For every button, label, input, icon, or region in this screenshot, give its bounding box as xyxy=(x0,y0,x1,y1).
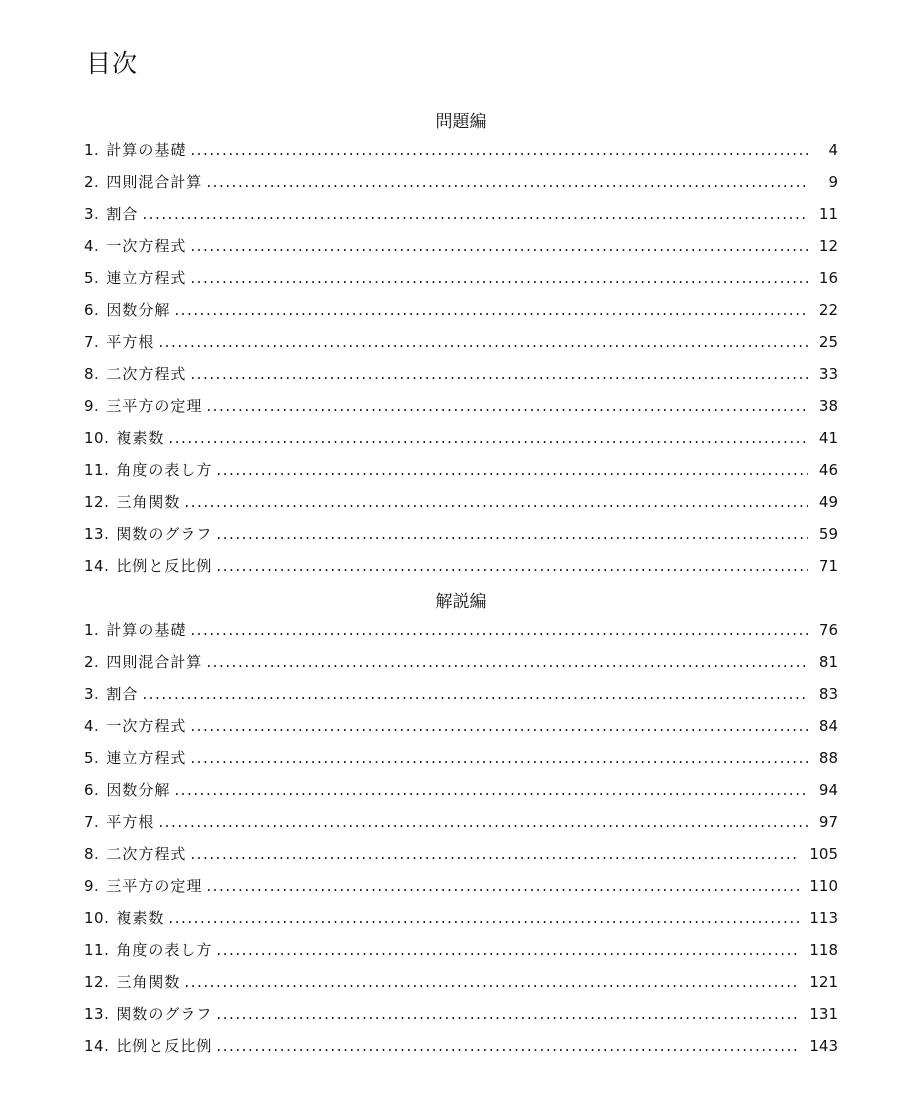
toc-entry-number: 11. xyxy=(84,941,110,959)
toc-entry-title: 三角関数 xyxy=(116,493,181,511)
toc-entry[interactable] xyxy=(84,390,838,422)
dot-leader xyxy=(190,134,808,166)
toc-entry-title: 計算の基礎 xyxy=(106,621,187,639)
toc-entry-number: 12. xyxy=(84,973,110,991)
toc-list xyxy=(84,134,838,582)
toc-entry[interactable] xyxy=(84,486,838,518)
dot-leader xyxy=(206,646,808,678)
toc-entry[interactable] xyxy=(84,198,838,230)
toc-entry-title: 四則混合計算 xyxy=(106,653,203,671)
dot-leader xyxy=(184,486,808,518)
toc-entry-page-number: 9 xyxy=(828,173,838,191)
toc-entry-title: 一次方程式 xyxy=(106,717,187,735)
toc-entry-title: 比例と反比例 xyxy=(116,557,213,575)
dot-leader xyxy=(168,902,799,934)
toc-section-problems xyxy=(84,110,838,582)
toc-entry-number: 5. xyxy=(84,269,100,287)
toc-entry[interactable] xyxy=(84,966,838,998)
toc-entry-page-number: 97 xyxy=(818,813,838,831)
toc-entry-number: 8. xyxy=(84,365,100,383)
toc-entry[interactable] xyxy=(84,998,838,1030)
toc-entry-page-number: 25 xyxy=(818,333,838,351)
toc-entry[interactable] xyxy=(84,614,838,646)
toc-entry[interactable] xyxy=(84,838,838,870)
toc-entry-title: 三平方の定理 xyxy=(106,397,203,415)
toc-entry-number: 9. xyxy=(84,397,100,415)
toc-entry-page-number: 105 xyxy=(809,845,838,863)
toc-entry-page-number: 22 xyxy=(818,301,838,319)
toc-entry-number: 3. xyxy=(84,205,100,223)
toc-entry-title: 平方根 xyxy=(106,333,155,351)
toc-entry-page-number: 38 xyxy=(818,397,838,415)
toc-entry-page-number: 59 xyxy=(818,525,838,543)
toc-list xyxy=(84,614,838,1062)
toc-entry-number: 6. xyxy=(84,781,100,799)
toc-entry-number: 7. xyxy=(84,333,100,351)
toc-entry-page-number: 143 xyxy=(809,1037,838,1055)
toc-entry-page-number: 81 xyxy=(818,653,838,671)
toc-entry[interactable] xyxy=(84,902,838,934)
toc-entry-page-number: 16 xyxy=(818,269,838,287)
toc-entry[interactable] xyxy=(84,294,838,326)
toc-entry-number: 2. xyxy=(84,653,100,671)
dot-leader xyxy=(174,774,808,806)
toc-entry-title: 複素数 xyxy=(116,429,165,447)
toc-entry-title: 連立方程式 xyxy=(106,749,187,767)
toc-entry-number: 10. xyxy=(84,429,110,447)
toc-entry[interactable] xyxy=(84,454,838,486)
dot-leader xyxy=(142,678,808,710)
toc-entry-title: 二次方程式 xyxy=(106,365,187,383)
toc-entry-number: 6. xyxy=(84,301,100,319)
toc-entry-title: 関数のグラフ xyxy=(116,525,213,543)
toc-entry-title: 割合 xyxy=(106,685,139,703)
toc-entry-number: 4. xyxy=(84,237,100,255)
dot-leader xyxy=(158,326,808,358)
toc-entry-number: 5. xyxy=(84,749,100,767)
toc-entry-title: 因数分解 xyxy=(106,781,171,799)
toc-entry-page-number: 121 xyxy=(809,973,838,991)
toc-entry-number: 1. xyxy=(84,141,100,159)
toc-entry-number: 4. xyxy=(84,717,100,735)
toc-entry[interactable] xyxy=(84,262,838,294)
toc-entry[interactable] xyxy=(84,806,838,838)
toc-entry-page-number: 46 xyxy=(818,461,838,479)
dot-leader xyxy=(216,550,808,582)
dot-leader xyxy=(216,1030,799,1062)
dot-leader xyxy=(190,838,799,870)
toc-entry-number: 13. xyxy=(84,525,110,543)
toc-entry-title: 四則混合計算 xyxy=(106,173,203,191)
dot-leader xyxy=(216,934,799,966)
toc-entry[interactable] xyxy=(84,934,838,966)
toc-entry[interactable] xyxy=(84,678,838,710)
page-title: 目次 xyxy=(86,49,139,78)
toc-entry-title: 連立方程式 xyxy=(106,269,187,287)
toc-entry[interactable] xyxy=(84,1030,838,1062)
toc-entry-page-number: 71 xyxy=(818,557,838,575)
toc-entry-page-number: 83 xyxy=(818,685,838,703)
dot-leader xyxy=(216,454,808,486)
toc-entry-title: 平方根 xyxy=(106,813,155,831)
toc-entry[interactable] xyxy=(84,870,838,902)
dot-leader xyxy=(174,294,808,326)
dot-leader xyxy=(142,198,808,230)
toc-entry-title: 複素数 xyxy=(116,909,165,927)
toc-entry-title: 一次方程式 xyxy=(106,237,187,255)
toc-entry-page-number: 94 xyxy=(818,781,838,799)
toc-entry[interactable] xyxy=(84,422,838,454)
toc-section-explanations xyxy=(84,590,838,1062)
toc-entry-number: 14. xyxy=(84,557,110,575)
toc-entry[interactable] xyxy=(84,166,838,198)
toc-entry-title: 三角関数 xyxy=(116,973,181,991)
dot-leader xyxy=(206,870,799,902)
toc-entry-title: 関数のグラフ xyxy=(116,1005,213,1023)
toc-entry-number: 14. xyxy=(84,1037,110,1055)
toc-entry[interactable] xyxy=(84,230,838,262)
toc-entry-number: 10. xyxy=(84,909,110,927)
toc-entry-page-number: 4 xyxy=(828,141,838,159)
dot-leader xyxy=(206,166,808,198)
toc-entry[interactable] xyxy=(84,134,838,166)
dot-leader xyxy=(216,998,799,1030)
toc-entry-number: 2. xyxy=(84,173,100,191)
toc-entry-title: 角度の表し方 xyxy=(116,941,213,959)
toc-entry-page-number: 33 xyxy=(818,365,838,383)
toc-entry[interactable] xyxy=(84,550,838,582)
toc-entry-title: 角度の表し方 xyxy=(116,461,213,479)
toc-entry[interactable] xyxy=(84,774,838,806)
dot-leader xyxy=(184,966,799,998)
dot-leader xyxy=(190,358,808,390)
toc-entry-page-number: 110 xyxy=(809,877,838,895)
toc-entry[interactable] xyxy=(84,646,838,678)
dot-leader xyxy=(190,614,808,646)
toc-entry-page-number: 76 xyxy=(818,621,838,639)
toc-entry[interactable] xyxy=(84,518,838,550)
toc-entry-title: 割合 xyxy=(106,205,139,223)
toc-entry-page-number: 11 xyxy=(818,205,838,223)
toc-entry-title: 二次方程式 xyxy=(106,845,187,863)
toc-entry-page-number: 49 xyxy=(818,493,838,511)
toc-entry-page-number: 88 xyxy=(818,749,838,767)
dot-leader xyxy=(158,806,808,838)
toc-entry-number: 11. xyxy=(84,461,110,479)
toc-entry-page-number: 12 xyxy=(818,237,838,255)
toc-entry[interactable] xyxy=(84,358,838,390)
toc-entry-number: 12. xyxy=(84,493,110,511)
toc-entry[interactable] xyxy=(84,742,838,774)
toc-entry[interactable] xyxy=(84,326,838,358)
section-heading: 解説編 xyxy=(435,592,487,612)
dot-leader xyxy=(190,710,808,742)
toc-entry-page-number: 84 xyxy=(818,717,838,735)
dot-leader xyxy=(190,262,808,294)
toc-entry-number: 9. xyxy=(84,877,100,895)
section-heading: 問題編 xyxy=(435,112,487,132)
toc-entry-page-number: 131 xyxy=(809,1005,838,1023)
toc-entry-page-number: 113 xyxy=(809,909,838,927)
dot-leader xyxy=(216,518,808,550)
dot-leader xyxy=(168,422,808,454)
toc-entry-number: 8. xyxy=(84,845,100,863)
toc-entry[interactable] xyxy=(84,710,838,742)
dot-leader xyxy=(206,390,808,422)
toc-entry-number: 1. xyxy=(84,621,100,639)
toc-entry-title: 三平方の定理 xyxy=(106,877,203,895)
toc-entry-title: 比例と反比例 xyxy=(116,1037,213,1055)
toc-entry-page-number: 118 xyxy=(809,941,838,959)
toc-entry-title: 因数分解 xyxy=(106,301,171,319)
toc-entry-title: 計算の基礎 xyxy=(106,141,187,159)
toc-entry-page-number: 41 xyxy=(818,429,838,447)
dot-leader xyxy=(190,742,808,774)
toc-entry-number: 7. xyxy=(84,813,100,831)
toc-entry-number: 13. xyxy=(84,1005,110,1023)
dot-leader xyxy=(190,230,808,262)
toc-entry-number: 3. xyxy=(84,685,100,703)
